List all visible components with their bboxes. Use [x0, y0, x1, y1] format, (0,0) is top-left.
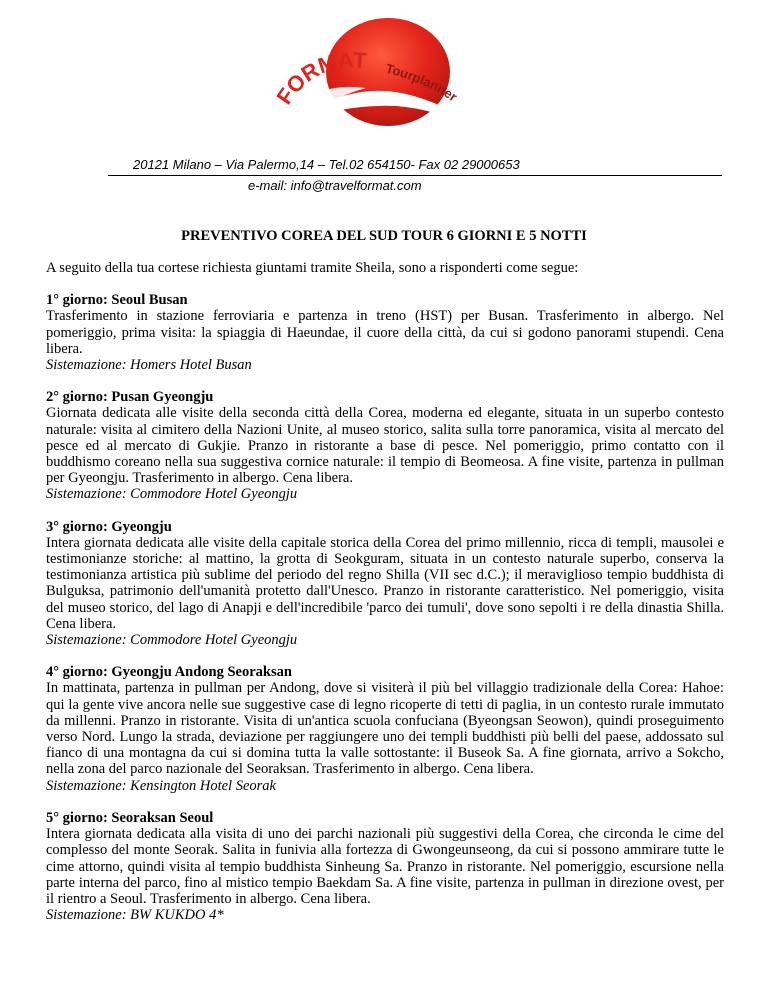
day-section-2 — [46, 389, 724, 502]
document-title: PREVENTIVO COREA DEL SUD TOUR 6 GIORNI E 5 NOTTI — [181, 228, 587, 244]
day-section-5 — [46, 810, 724, 923]
day-accommodation: Sistemazione: Commodore Hotel Gyeongju — [46, 486, 298, 503]
day-title: 2° giorno: Pusan Gyeongju — [46, 389, 214, 406]
logo-brand-main: ORMAT — [281, 47, 368, 99]
company-email: e-mail: info@travelformat.com — [248, 178, 422, 193]
day-accommodation: Sistemazione: BW KUKDO 4* — [46, 907, 224, 924]
header-divider — [108, 175, 722, 176]
day-accommodation: Sistemazione: Homers Hotel Busan — [46, 357, 252, 374]
day-title: 5° giorno: Seoraksan Seoul — [46, 809, 214, 826]
logo-brand-sub: Tourplanner — [384, 60, 461, 105]
day-accommodation: Sistemazione: Commodore Hotel Gyeongju — [46, 632, 298, 649]
document-body — [46, 260, 724, 939]
day-title: 1° giorno: Seoul Busan — [46, 292, 188, 309]
day-section-4 — [46, 664, 724, 794]
day-description: Giornata dedicata alle visite della seconda città della Corea, moderna ed elegante, situata in un superbo contesto naturale: visita al cimitero della Nazioni Unite, al museo storico, salita sulla torre panoramica, visita al mercato del pesce ed al mercato di Gukjie. Pranzo in ristorante a base di pesce. Nel pomeriggio, primo contatto con il buddhismo coreano nella sua suggestiva cornice naturale: il tempio di Beomeosa. A fine visite, partenza in pullman per Gyeongju. Trasferimento in albergo. Cena libera. — [46, 405, 724, 487]
intro-paragraph: A seguito della tua cortese richiesta giuntami tramite Sheila, sono a risponderti come segue: — [46, 260, 579, 276]
day-description: Intera giornata dedicata alle visite della capitale storica della Corea del primo millennio, ricca di templi, mausolei e testimonianze storiche: al mattino, la grotta di Seokguram, situata in un contesto naturale superbo, conserva la testimonianza artistica più sublime del periodo del regno Shilla (VII sec d.C.); il meraviglioso tempio buddhista di Bulguksa, patrimonio dell'umanità protetto dall'Unesco. Pranzo in ristorante caratteristico. Nel pomeriggio, visita del museo storico, del lago di Anapji e dell'incredibile 'parco dei tumuli', dove sono sepolti i re della dinastia Shilla. Cena libera. — [46, 534, 724, 632]
company-address: 20121 Milano – Via Palermo,14 – Tel.02 654150- Fax 02 29000653 — [133, 157, 520, 172]
day-section-1 — [46, 292, 724, 373]
company-logo — [276, 14, 492, 150]
day-section-3 — [46, 519, 724, 649]
day-description: Trasferimento in stazione ferroviaria e partenza in treno (HST) per Busan. Trasferimento in albergo. Nel pomeriggio, prima visita: la spiaggia di Haeundae, il cuore della città, da cui si godono panorami stupendi. Cena libera. — [46, 308, 724, 357]
day-description: Intera giornata dedicata alla visita di uno dei parchi nazionali più suggestivi della Corea, che circonda le cime del complesso del monte Seorak. Salita in funivia alla fortezza di Gwongeunseong, da cui si possono ammirare tutte le cime attorno, quindi visita al tempio buddhista Sinheung Sa. Pranzo in ristorante. Nel pomeriggio, escursione nella parte interna del parco, fino al mistico tempio Baekdam Sa. A fine visite, partenza in pullman in direzione ovest, per il rientro a Seoul. Trasferimento in albergo. Cena libera. — [46, 826, 724, 907]
format-logo-graphic — [276, 14, 492, 150]
day-description: In mattinata, partenza in pullman per Andong, dove si visiterà il più bel villaggio tradizionale della Corea: Hahoe: qui la gente vive ancora nelle sue suggestive case di legno ricoperte di tetti di paglia, in un contesto rurale immutato da millenni. Pranzo in ristorante. Visita di un'antica scuola confuciana (Byeongsan Seowon), quindi proseguimento verso Nord. Lungo la strada, deviazione per raggiungere uno dei templi buddhisti più belli del paese, addossato sul fianco di una montagna da cui si domina tutta la valle sottostante: il Buseok Sa. A fine giornata, arrivo a Sokcho, nella zona del parco nazionale del Seoraksan. Trasferimento in albergo. Cena libera. — [46, 680, 724, 778]
day-title: 3° giorno: Gyeongju — [46, 518, 172, 535]
day-accommodation: Sistemazione: Kensington Hotel Seorak — [46, 777, 276, 794]
day-title: 4° giorno: Gyeongju Andong Seoraksan — [46, 664, 292, 681]
